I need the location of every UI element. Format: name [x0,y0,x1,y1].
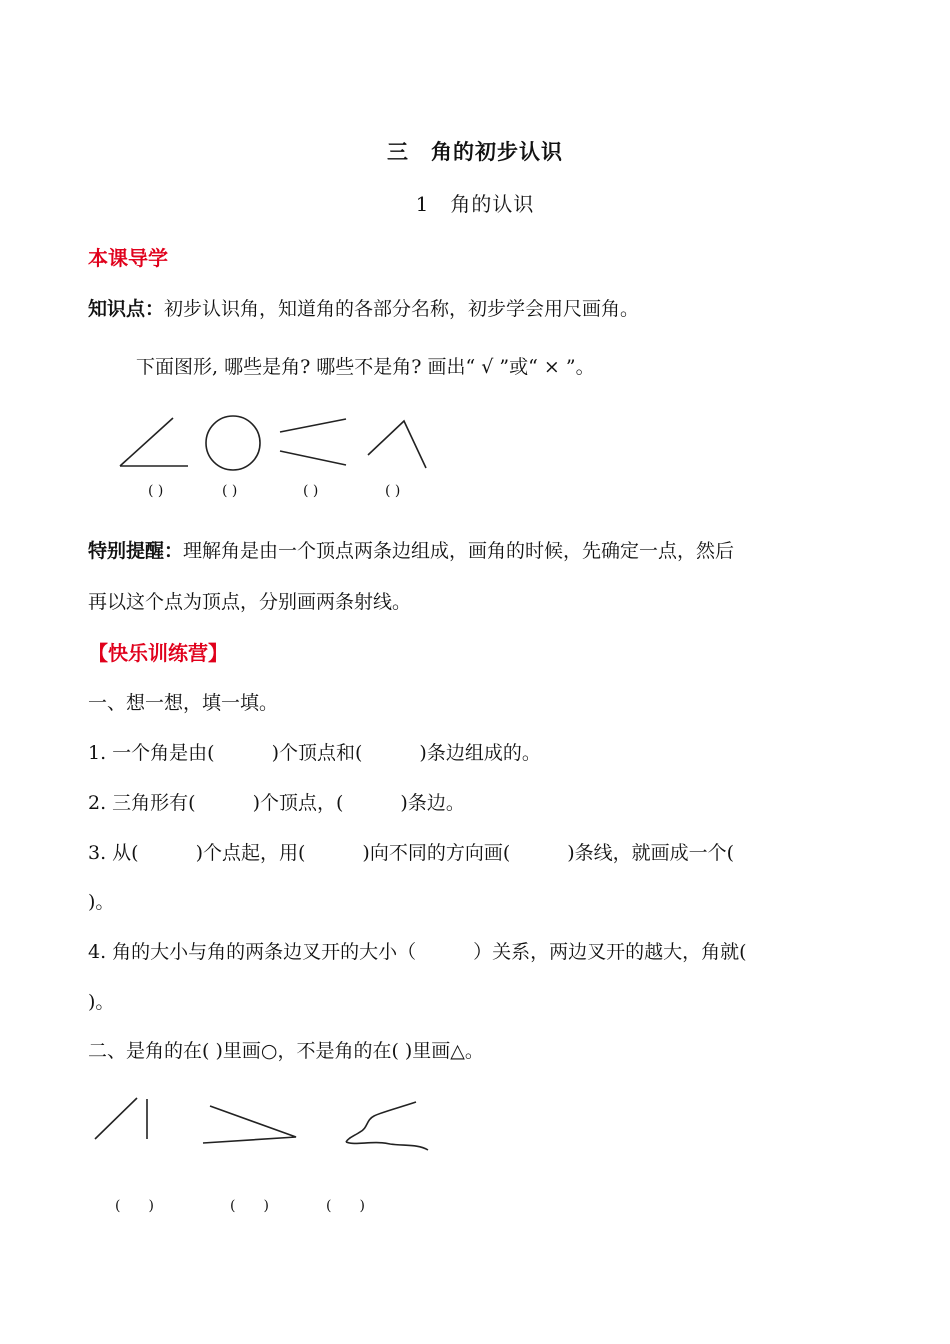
angle-question: 下面图形, 哪些是角? 哪些不是角? 画出“ √ ”或“ × ”。 [136,356,595,378]
section-2-title: 二、是角的在( )里画○，不是角的在( )里画△。 [88,1040,484,1062]
section-1-title: 一、想一想，填一填。 [88,692,279,714]
reminder-label: 特别提醒： [88,540,184,562]
lesson-subtitle: 1 角的认识 [415,192,535,216]
question-4-line-1: 4. 角的大小与角的两条边叉开的大小（ ）关系，两边叉开的越大，角就( [88,941,747,963]
reminder-text-1: 理解角是由一个顶点两条边组成，画角的时候，先确定一点，然后 [183,540,735,562]
answer-paren-3[interactable]: ( ) [303,483,319,499]
knowledge-text: 初步认识角，知道角的各部分名称，初步学会用尺画角。 [164,298,640,320]
answer-paren-7[interactable]: ( ) [326,1198,365,1214]
answer-paren-4[interactable]: ( ) [385,483,401,499]
question-3-line-2: )。 [88,891,115,913]
question-4-line-2: )。 [88,991,115,1013]
answer-paren-6[interactable]: ( ) [230,1198,269,1214]
question-3-line-1: 3. 从( )个点起，用( )向不同的方向画( )条线，就画成一个( [88,842,735,864]
question-1: 1. 一个角是由( )个顶点和( )条边组成的。 [88,742,541,764]
guide-heading: 本课导学 [88,246,168,270]
reminder-line-2: 再以这个点为顶点，分别画两条射线。 [88,591,412,613]
answer-paren-2[interactable]: ( ) [222,483,238,499]
answer-paren-5[interactable]: ( ) [115,1198,154,1214]
answer-paren-1[interactable]: ( ) [148,483,164,499]
training-heading: 【快乐训练营】 [88,641,228,665]
question-2: 2. 三角形有( )个顶点，( )条边。 [88,792,465,814]
page-title: 三 角的初步认识 [387,140,563,164]
knowledge-label: 知识点： [88,298,165,320]
